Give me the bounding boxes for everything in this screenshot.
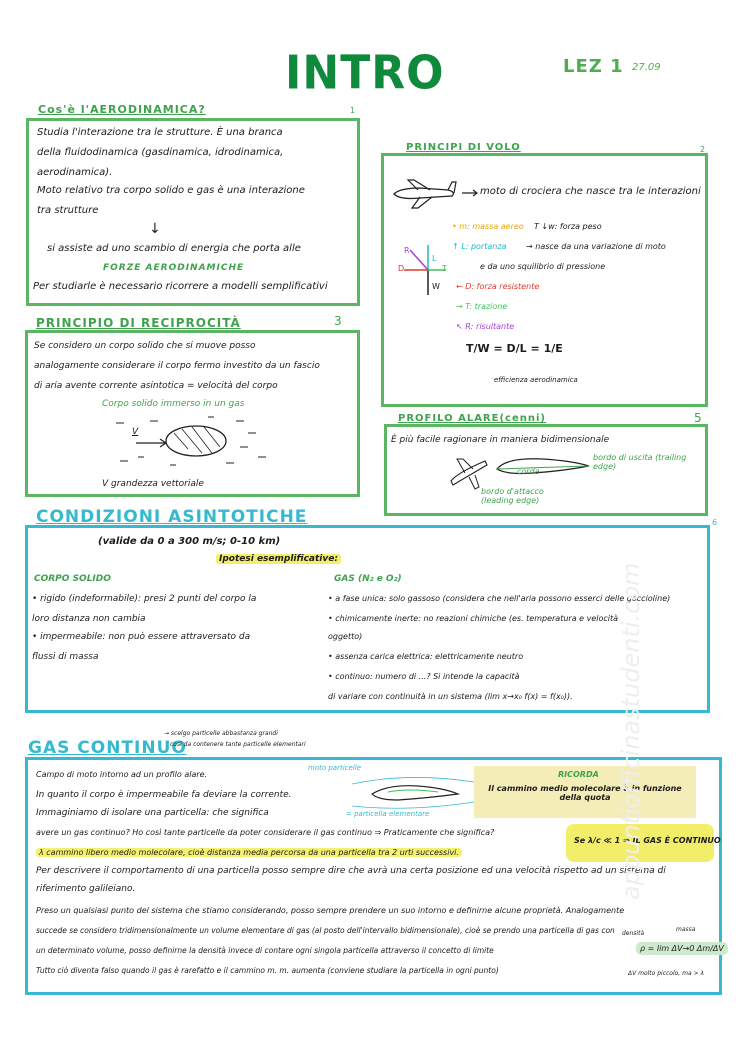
legend-m: • m: massa aereo <box>452 222 524 231</box>
recip-line-0: Se considero un corpo solido che si muove posso <box>34 341 256 351</box>
gc-line-9: un determinato volume, posso definirne la densità invece di contare ogni singola particella attraverso il concetto di limite <box>36 946 494 955</box>
asint-range: (valide da 0 a 300 m/s; 0-10 km) <box>98 536 281 547</box>
gas-line-2: oggetto) <box>328 632 363 641</box>
solid-title: CORPO SOLIDO <box>34 574 111 584</box>
gc-line-2: Immaginiamo di isolare una particella: che significa <box>36 808 269 818</box>
gas-line-3: • assenza carica elettrica: elettricamente neutro <box>328 652 524 661</box>
aero-line-1: della fluidodinamica (gasdinamica, idrodinamica, <box>37 147 284 158</box>
gc-particle-label: = particella elementare <box>346 810 430 818</box>
asintotiche-box <box>25 525 710 713</box>
airfoil-diagram <box>493 453 593 479</box>
gascontinuo-note2: così da contenere tante particelle elementari <box>170 741 306 748</box>
lesson-label: LEZ 1 <box>563 56 624 77</box>
aerodinamica-box <box>26 118 360 306</box>
asint-ipotesi <box>216 554 341 564</box>
solid-line-3: flussi di massa <box>32 652 99 662</box>
watermark: appuntiofficinastudenti.com <box>617 562 645 900</box>
legend-d: ← D: forza resistente <box>456 282 540 291</box>
aerodinamica-title: Cos'è l'AERODINAMICA? <box>38 103 206 116</box>
profilo-trailing: bordo di uscita (trailing edge) <box>593 453 687 471</box>
legend-l: ↑ L: portanza <box>452 242 507 251</box>
mass-label: massa <box>676 926 696 933</box>
gc-line-6: riferimento galileiano. <box>36 884 136 894</box>
volo-title: PRINCIPI DI VOLO <box>406 142 521 153</box>
gc-line-0: Campo di moto intorno ad un profilo alare. <box>36 770 208 779</box>
gas-line-4: • continuo: numero di ...? Si intende la capacità <box>328 672 520 681</box>
aero-line-6: si assiste ad uno scambio di energia che porta alle <box>47 243 301 254</box>
gas-title: GAS (N₂ e O₂) <box>334 574 402 584</box>
gas-line-5: di variare con continuità in un sistema (lim x→x₀ f(x) = f(x₀)). <box>328 692 573 701</box>
density-label: densità <box>622 930 645 937</box>
immersed-body-diagram <box>108 413 288 471</box>
volo-cruise: moto di crociera che nasce tra le interazioni <box>480 186 701 197</box>
volo-box <box>381 153 708 407</box>
vector-T: T <box>442 264 447 273</box>
gc-line-8: succede se considero tridimensionalmente un volume elementare di gas (al posto dell'intervallo bidimensionale), cioè se prendo una particella di gas con <box>36 926 615 935</box>
aero-forze: FORZE AERODINAMICHE <box>103 263 245 273</box>
asint-ipotesi-text: Ipotesi esemplificative: <box>216 554 341 564</box>
profilo-text: È più facile ragionare in maniera bidimensionale <box>391 435 610 445</box>
aerodinamica-number: 1 <box>350 106 356 115</box>
recip-subtitle: Corpo solido immerso in un gas <box>102 399 245 409</box>
page-title: INTRO <box>285 46 445 101</box>
ricorda-title: RICORDA <box>558 770 599 779</box>
solid-line-1: loro distanza non cambia <box>32 614 146 624</box>
ricorda-text: Il cammino medio molecolare è in funzione della quota <box>488 784 682 802</box>
gc-line-1: In quanto il corpo è impermeabile fa deviare la corrente. <box>36 790 292 800</box>
recip-line-2: di aria avente corrente asintotica = velocità del corpo <box>34 381 278 391</box>
aero-line-4: tra strutture <box>37 205 99 216</box>
lesson-date: 27.09 <box>632 62 661 73</box>
profilo-title: PROFILO ALARE(cenni) <box>398 413 546 424</box>
aero-arrow: ↓ <box>149 221 161 237</box>
gc-line-5: Per descrivere il comportamento di una particella posso sempre dire che avrà una certa posizione ed una velocità rispetto ad un sistema di <box>36 866 666 876</box>
limit-note: ΔV molto piccolo, ma > λ <box>628 970 705 977</box>
recip-v-label: V <box>132 427 139 437</box>
volo-number: 2 <box>700 145 706 154</box>
vector-D: D <box>398 264 405 273</box>
volo-efficiency: efficienza aerodinamica <box>494 376 578 384</box>
legend-l-desc: → nasce da una variazione di moto <box>526 242 666 251</box>
reciprocita-box <box>25 330 360 497</box>
profilo-chord: corda <box>517 467 540 476</box>
gc-line-3: avere un gas continuo? Ho così tante particelle da poter considerare il gas continuo ⇒ Praticamente che significa? <box>36 828 495 837</box>
airplane-icon <box>390 178 460 212</box>
legend-t: → T: trazione <box>456 302 508 311</box>
aero-line-2: aerodinamica). <box>37 167 113 178</box>
reciprocita-number: 3 <box>334 314 342 328</box>
gas-line-1: • chimicamente inerte: no reazioni chimiche (es. temperatura e velocità <box>328 614 619 623</box>
limit-formula: ρ = lim ΔV→0 Δm/ΔV <box>636 942 728 955</box>
gc-line-7: Preso un qualsiasi punto del sistema che stiamo considerando, posso sempre prendere un suo intorno e definirne alcune proprietà. Analogamente <box>36 906 625 915</box>
condition-text: Se λ/c ≪ 1 ⇒ IL GAS È CONTINUO <box>574 836 721 845</box>
gascontinuo-title: GAS CONTINUO <box>28 738 187 758</box>
gc-line-4-text: λ cammino libero medio molecolare, cioè distanza media percorsa da una particella tra 2 urti successivi. <box>36 848 462 857</box>
solid-line-0: • rigido (indeformabile): presi 2 punti del corpo la <box>32 594 257 604</box>
gas-line-0: • a fase unica: solo gassoso (considera che nell'aria possono esserci delle goccioline) <box>328 594 671 603</box>
legend-l-desc2: e da uno squilibrio di pressione <box>480 262 606 271</box>
arrow-right-icon <box>462 189 480 197</box>
recip-v-caption: V grandezza vettoriale <box>102 479 204 489</box>
gc-flow-label: moto particelle <box>308 764 362 772</box>
legend-w: T ↓w: forza peso <box>534 222 602 231</box>
profilo-leading: bordo d'attacco (leading edge) <box>481 487 544 505</box>
solid-line-2: • impermeabile: non può essere attraversato da <box>32 632 251 642</box>
asintotiche-title: CONDIZIONI ASINTOTICHE <box>36 507 308 527</box>
profilo-box <box>384 424 708 516</box>
reciprocita-title: PRINCIPIO DI RECIPROCITÀ <box>36 316 241 330</box>
gascontinuo-note1: → scelgo particelle abbastanza grandi <box>164 730 278 737</box>
recip-line-1: analogamente considerare il corpo fermo investito da un fascio <box>34 361 320 371</box>
gc-line-4 <box>36 848 462 857</box>
ricorda-box <box>474 766 696 818</box>
legend-r: ↖ R: risultante <box>456 322 515 331</box>
flow-airfoil-diagram <box>348 772 478 812</box>
volo-ratio: T/W = D/L = 1/E <box>466 342 563 355</box>
vector-R: R <box>404 246 410 255</box>
aero-line-8: Per studiarle è necessario ricorrere a modelli semplificativi <box>33 281 328 292</box>
aero-line-0: Studia l'interazione tra le strutture. È una branca <box>37 127 283 138</box>
aero-line-3: Moto relativo tra corpo solido e gas è una interazione <box>37 185 305 196</box>
gc-line-10: Tutto ciò diventa falso quando il gas è rarefatto e il cammino m. m. aumenta (conviene studiare la particella in ogni punto) <box>36 966 499 975</box>
asintotiche-number: 6 <box>712 518 718 527</box>
profilo-number: 5 <box>694 411 702 425</box>
small-airplane-icon <box>447 451 491 491</box>
vector-L: L <box>432 254 437 263</box>
vector-W: W <box>432 282 440 291</box>
